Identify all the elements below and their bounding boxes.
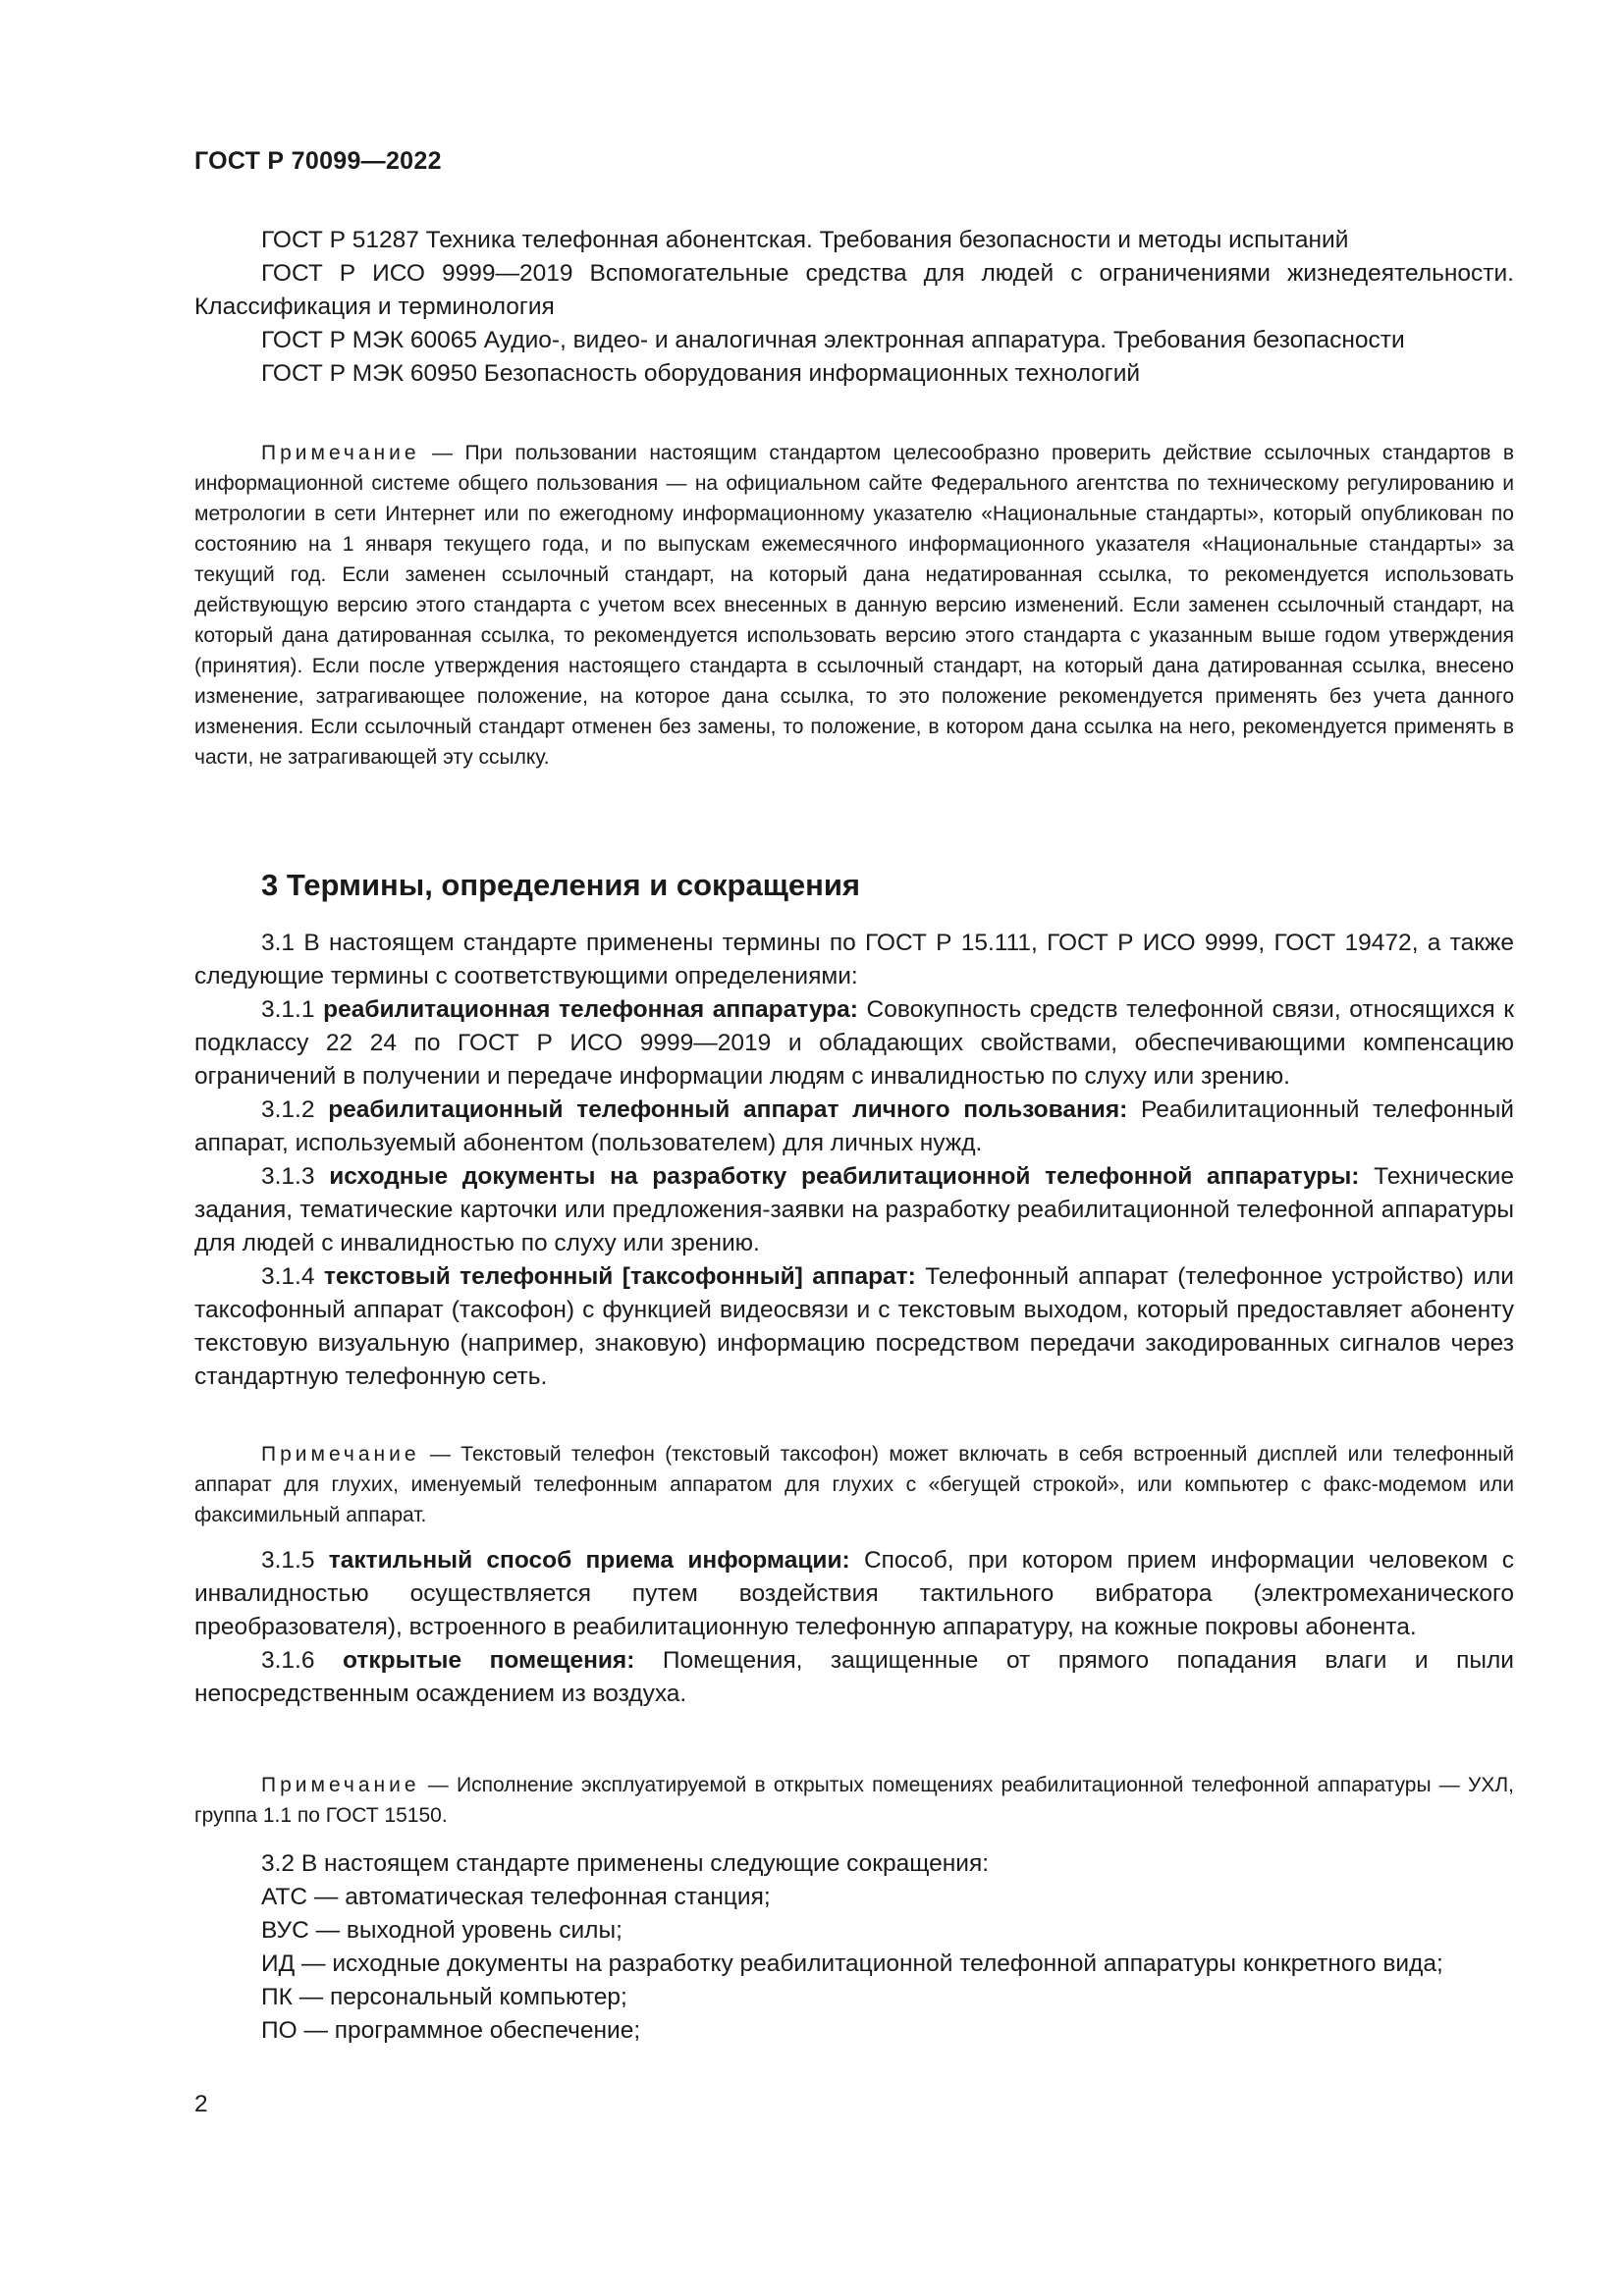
term-definition: Помещения, защищенные от прямого попадания влаги и пыли непосредственным осаждением из воздуха. [194,1647,1514,1707]
clause-3-2: 3.2 В настоящем стандарте применены следующие сокращения: [261,1850,990,1877]
term-3-1-1: 3.1.1 реабилитационная телефонная аппаратура: Совокупность средств телефонной связи, относящихся к подклассу 22 24 по ГОСТ Р ИСО 9999—2019 и обладающих свойствами, обеспечивающими компенсацию ограничений в получении и передаче информации людям с инвалидностью по слуху или зрению. [194,996,1514,1090]
term-name: тактильный способ приема информации: [328,1547,850,1574]
term-definition: Реабилитационный телефонный аппарат, используемый абонентом (пользователем) для личных нужд. [194,1096,1514,1156]
section-title: 3 Термины, определения и сокращения [261,868,860,902]
term-3-1-4: 3.1.4 текстовый телефонный [таксофонный] аппарат: Телефонный аппарат (телефонное устройство) или таксофонный аппарат (таксофон) с функцией видеосвязи и с текстовым выходом, который предоставляет абоненту текстовую визуальную (например, знаковую) информацию посредством передачи закодированных сигналов через стандартную телефонную сеть. [194,1263,1514,1390]
term-3-1-2: 3.1.2 реабилитационный телефонный аппарат личного пользования: Реабилитационный телефонный аппарат, используемый абонентом (пользователем) для личных нужд. [194,1096,1514,1156]
abbreviation-item: ИД — исходные документы на разработку реабилитационной телефонной аппаратуры конкретного вида; [261,1950,1443,1977]
note-text: — Текстовый телефон (текстовый таксофон) может включать в себя встроенный дисплей или телефонный аппарат для глухих, именуемый телефонным аппаратом для глухих с «бегущей строкой», или компьютер с факс-модемом или факсимильный аппарат. [194,1443,1514,1526]
reference-item: ГОСТ Р МЭК 60950 Безопасность оборудования информационных технологий [261,360,1141,387]
abbreviation-item: ВУС — выходной уровень силы; [261,1917,623,1944]
note-text-telephone [194,1439,1514,1530]
reference-item: ГОСТ Р МЭК 60065 Аудио-, видео- и аналогичная электронная аппаратура. Требования безопасности [261,327,1405,353]
term-name: исходные документы на разработку реабилитационной телефонной аппаратуры: [329,1163,1360,1190]
note-references [194,438,1514,773]
term-3-1-5: 3.1.5 тактильный способ приема информации: Способ, при котором прием информации человеком с инвалидностью осуществляется путем воздействия тактильного вибратора (электромеханического преобразователя), встроенного в реабилитационную телефонную аппаратуру, на кожные покровы абонента. [194,1547,1514,1640]
note-text: — Исполнение эксплуатируемой в открытых помещениях реабилитационной телефонной аппаратуры — УХЛ, группа 1.1 по ГОСТ 15150. [194,1774,1514,1827]
reference-item: ГОСТ Р 51287 Техника телефонная абонентская. Требования безопасности и методы испытаний [261,227,1349,253]
note-label: Примечание [261,1774,420,1796]
term-definition: Технические задания, тематические карточки или предложения-заявки на разработку реабилитационной телефонной аппаратуры для людей с инвалидностью по слуху или зрению. [194,1163,1514,1256]
section-3-body-2 [194,1544,1514,1711]
note-open-rooms [194,1770,1514,1831]
references-block [194,224,1514,391]
term-3-1-3: 3.1.3 исходные документы на разработку реабилитационной телефонной аппаратуры: Технические задания, тематические карточки или предложения-заявки на разработку реабилитационной телефонной аппаратуры для людей с инвалидностью по слуху или зрению. [194,1163,1514,1256]
term-definition: Телефонный аппарат (телефонное устройство) или таксофонный аппарат (таксофон) с функцией видеосвязи и с текстовым выходом, который предоставляет абоненту текстовую визуальную (например, знаковую) информацию посредством передачи закодированных сигналов через стандартную телефонную сеть. [194,1263,1514,1390]
reference-item: ГОСТ Р ИСО 9999—2019 Вспомогательные средства для людей с ограничениями жизнедеятельности. Классификация и терминология [194,260,1514,320]
note-label: Примечание [261,442,420,464]
term-name: текстовый телефонный [таксофонный] аппарат: [323,1263,916,1290]
term-3-1-6: 3.1.6 открытые помещения: Помещения, защищенные от прямого попадания влаги и пыли непосредственным осаждением из воздуха. [194,1647,1514,1707]
term-definition: Совокупность средств телефонной связи, относящихся к подклассу 22 24 по ГОСТ Р ИСО 9999—2019 и обладающих свойствами, обеспечивающими компенсацию ограничений в получении и передаче информации людям с инвалидностью по слуху или зрению. [194,996,1514,1090]
abbreviation-item: АТС — автоматическая телефонная станция; [261,1884,771,1910]
abbreviation-item: ПК — персональный компьютер; [261,1984,627,2010]
term-name: реабилитационный телефонный аппарат личного пользования: [328,1096,1128,1123]
term-name: открытые помещения: [343,1647,635,1674]
section-3-body [194,927,1514,1394]
abbreviations [194,1847,1514,2048]
abbreviation-item: ПО — программное обеспечение; [261,2017,641,2044]
document-header: ГОСТ Р 70099—2022 [194,147,442,175]
clause-3-1: 3.1 В настоящем стандарте применены термины по ГОСТ Р 15.111, ГОСТ Р ИСО 9999, ГОСТ 19472, а также следующие термины с соответствующими определениями: [194,930,1514,989]
term-name: реабилитационная телефонная аппаратура: [323,996,858,1023]
page-number: 2 [194,2091,208,2117]
note-label: Примечание [261,1443,420,1466]
term-definition: Способ, при котором прием информации человеком с инвалидностью осуществляется путем воздействия тактильного вибратора (электромеханического преобразователя), встроенного в реабилитационную телефонную аппаратуру, на кожные покровы абонента. [194,1547,1514,1640]
note-text: — При пользовании настоящим стандартом целесообразно проверить действие ссылочных стандартов в информационной системе общего пользования — на официальном сайте Федерального агентства по техническому регулированию и метрологии в сети Интернет или по ежегодному информационному указателю «Национальные стандарты», который опубликован по состоянию на 1 января текущего года, и по выпускам ежемесячного информационного указателя «Национальные стандарты» за текущий год. Если заменен ссылочный стандарт, на который дана недатированная ссылка, то рекомендуется использовать действующую версию этого стандарта с учетом всех внесенных в данную версию изменений. Если заменен ссылочный стандарт, на который дана датированная ссылка, то рекомендуется использовать версию этого стандарта с указанным выше годом утверждения (принятия). Если после утверждения настоящего стандарта в ссылочный стандарт, на который дана датированная ссылка, внесено изменение, затрагивающее положение, на которое дана ссылка, то это положение рекомендуется применять без учета данного изменения. Если ссылочный стандарт отменен без замены, то положение, в котором дана ссылка на него, рекомендуется применять в части, не затрагивающей эту ссылку. [194,442,1514,769]
section-3 [194,866,1514,905]
